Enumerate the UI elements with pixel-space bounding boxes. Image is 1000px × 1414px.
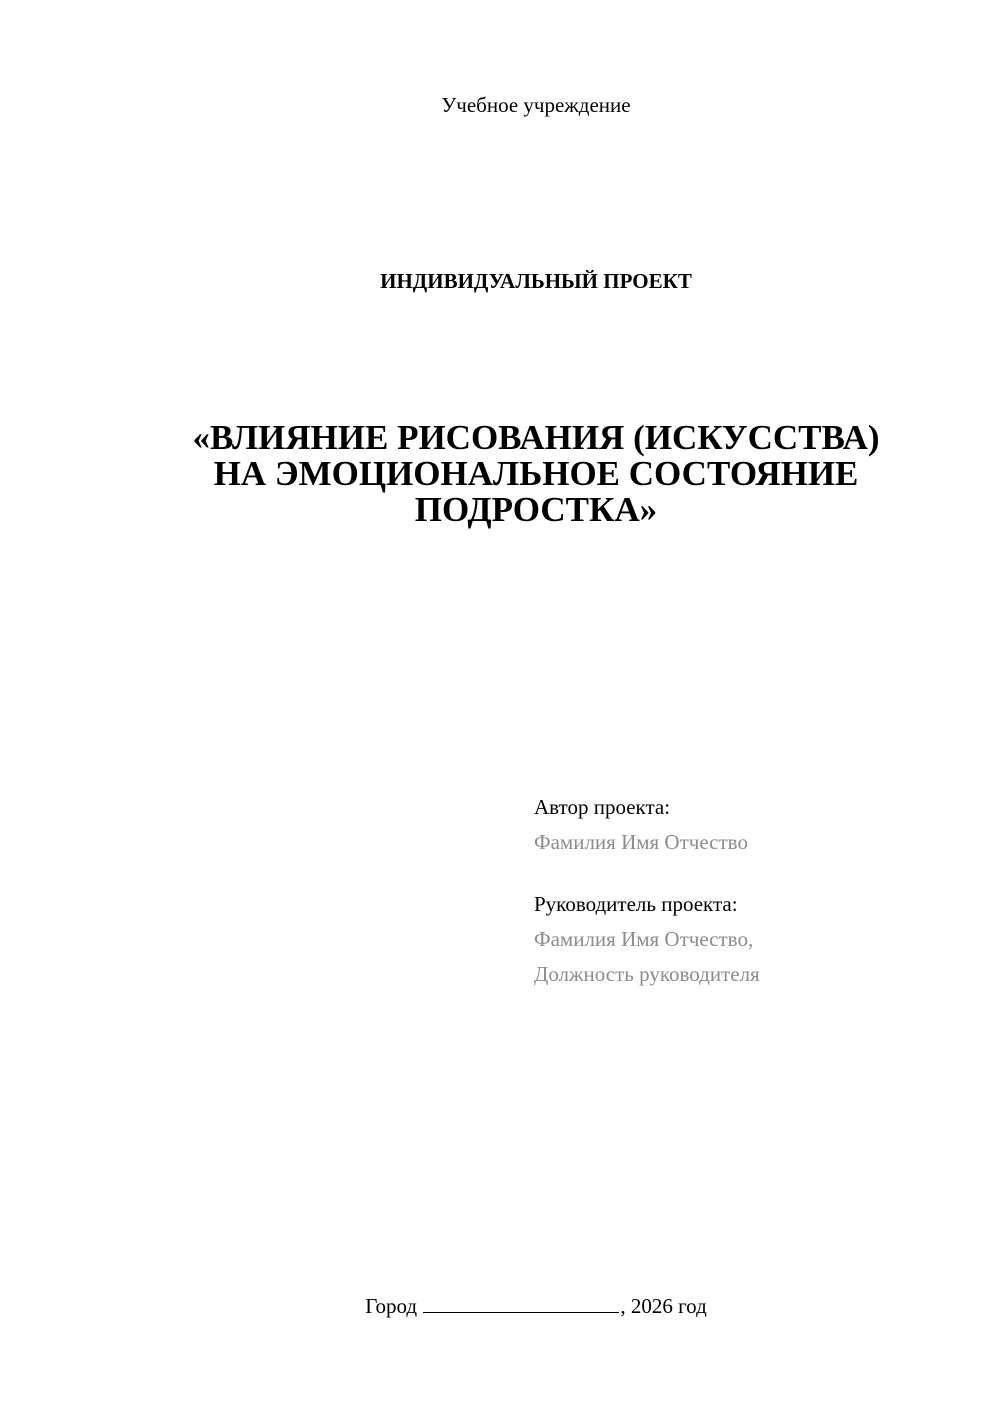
- institution-name: Учебное учреждение: [441, 93, 631, 117]
- info-spacer: [534, 860, 964, 887]
- project-title: [0, 420, 1000, 528]
- year-text: , 2026 год: [620, 1294, 707, 1318]
- author-name-placeholder: Фамилия Имя Отчество: [534, 830, 748, 854]
- city-blank-line: [423, 1293, 619, 1313]
- supervisor-label: Руководитель проекта:: [534, 892, 738, 916]
- footer-city-year: [0, 1293, 1000, 1319]
- supervisor-position-placeholder: Должность руководителя: [534, 962, 760, 986]
- city-label: Город: [365, 1294, 418, 1318]
- project-info-block: [534, 790, 964, 992]
- document-type: ИНДИВИДУАЛЬНЫЙ ПРОЕКТ: [380, 269, 692, 293]
- author-label: Автор проекта:: [534, 795, 671, 819]
- project-title-line-3: ПОДРОСТКА»: [414, 490, 658, 529]
- project-title-line-2: НА ЭМОЦИОНАЛЬНОЕ СОСТОЯНИЕ: [213, 454, 859, 493]
- project-title-line-1: «ВЛИЯНИЕ РИСОВАНИЯ (ИСКУССТВА): [192, 418, 880, 457]
- supervisor-name-placeholder: Фамилия Имя Отчество,: [534, 927, 754, 951]
